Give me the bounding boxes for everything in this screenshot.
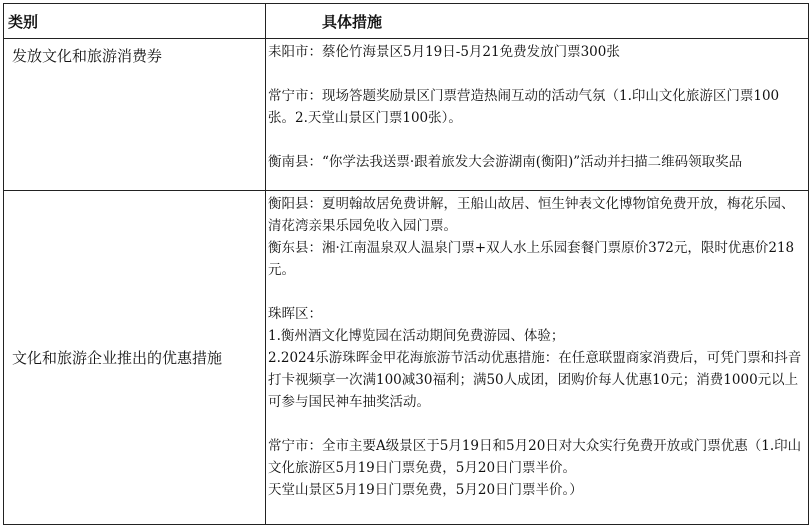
detail-paragraph: 1.衡州酒文化博览园在活动期间免费游园、体验； <box>268 328 565 344</box>
spacer <box>268 63 806 85</box>
table-row <box>4 191 809 525</box>
table-row <box>4 39 809 191</box>
detail-paragraph: 2.2024乐游珠晖金甲花海旅游节活动优惠措施：在任意联盟商家消费后，可凭门票和抖音打卡视频享一次满100减30福利；满50人成团，团购价每人优惠10元；消费1000元以上可参与国民神车抽奖活动。 <box>268 350 802 410</box>
header-category: 类别 <box>4 4 266 39</box>
detail-paragraph: 衡南县：“你学法我送票·跟着旅发大会游湖南(衡阳)”活动并扫描二维码领取奖品 <box>268 154 743 170</box>
detail-paragraph: 衡东县：湘·江南温泉双人温泉门票+双人水上乐园套餐门票原价372元，限时优惠价218元。 <box>268 240 795 278</box>
detail-paragraph: 常宁市：现场答题奖励景区门票营造热闹互动的活动气氛（1.印山文化旅游区门票100张。2.天堂山景区门票100张）。 <box>268 88 780 126</box>
measures-table <box>3 3 809 525</box>
detail-paragraph: 天堂山景区5月19日门票免费，5月20日门票半价。） <box>268 482 583 498</box>
detail-paragraph: 常宁市：全市主要A级景区于5月19日和5月20日对大众实行免费开放或门票优惠（1.印山文化旅游区5月19日门票免费，5月20日门票半价。 <box>268 438 802 476</box>
spacer <box>268 129 806 151</box>
header-measures: 具体措施 <box>266 4 809 39</box>
spacer <box>268 281 806 303</box>
detail-paragraph: 珠晖区： <box>268 306 322 322</box>
details-cell <box>266 191 809 525</box>
category-cell: 文化和旅游企业推出的优惠措施 <box>4 191 266 525</box>
spacer <box>268 413 806 435</box>
details-cell <box>266 39 809 191</box>
detail-paragraph: 衡阳县：夏明翰故居免费讲解，王船山故居、恒生钟表文化博物馆免费开放，梅花乐园、清花湾亲果乐园免收入园门票。 <box>268 196 795 234</box>
header-row <box>4 4 809 39</box>
category-cell: 发放文化和旅游消费券 <box>4 39 266 191</box>
detail-paragraph: 耒阳市：蔡伦竹海景区5月19日-5月21免费发放门票300张 <box>268 44 620 60</box>
